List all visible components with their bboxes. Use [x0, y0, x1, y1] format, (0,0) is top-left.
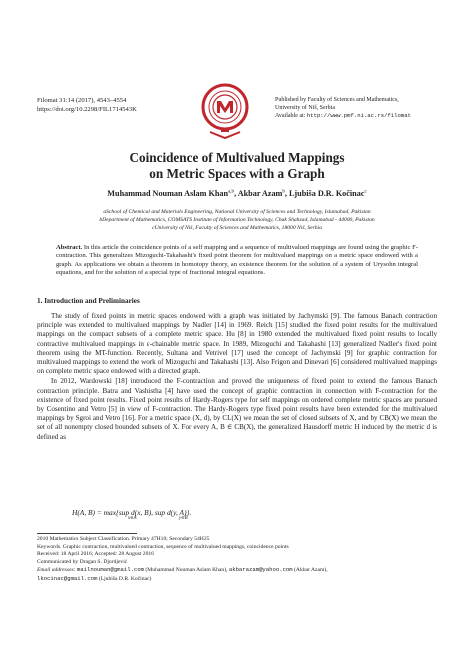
- doi-link[interactable]: https://doi.org/10.2298/FIL1714543K: [37, 106, 137, 113]
- received-dates: Received: 18 April 2016; Accepted: 28 August 2016: [37, 551, 154, 558]
- email-addresses: [37, 566, 437, 575]
- journal-url-link[interactable]: http://www.pmf.ni.ac.rs/filomat: [306, 112, 411, 119]
- publisher-info: [275, 96, 450, 120]
- affiliation-a: aSchool of Chemical and Materials Engineering, National University of Sciences and Technology, Islamabad, Pakistan: [103, 209, 371, 215]
- formula-sub-x: x∈A: [128, 516, 137, 521]
- abstract-label: Abstract.: [56, 244, 83, 251]
- footnotes: [37, 536, 437, 584]
- author-azam-affil: b: [282, 189, 285, 195]
- paper-title: [60, 150, 414, 182]
- section-heading: 1. Introduction and Preliminaries: [37, 297, 140, 305]
- email-kocinac-link[interactable]: lkocinac@gmail.com: [37, 574, 98, 582]
- communicated-by: Communicated by Dragan S. Djordjević: [37, 558, 128, 565]
- journal-citation: Filomat 31:14 (2017), 4543–4554: [37, 97, 127, 104]
- publisher-line: Published by Faculty of Sciences and Mathematics,: [275, 97, 399, 103]
- email-addresses-cont: [37, 575, 437, 584]
- email-label: Email addresses:: [37, 567, 76, 574]
- email-kocinac-owner: (Ljubiša D.R. Kočinac): [97, 575, 152, 582]
- formula-sub-y: y∈B: [179, 516, 188, 521]
- hausdorff-formula: [72, 508, 191, 523]
- title-line-1: Coincidence of Multivalued Mappings: [129, 150, 345, 165]
- journal-info: [37, 96, 187, 114]
- author-list: [40, 189, 434, 198]
- email-khan-owner: (Muhammad Nouman Aslam Khan),: [144, 567, 229, 574]
- title-line-2: on Metric Spaces with a Graph: [149, 166, 325, 181]
- abstract: [56, 244, 418, 278]
- author-khan-affil: a,b: [228, 189, 235, 195]
- formula-text: H(A, B) = max{sup d(x, B), sup d(y, A)}.: [72, 508, 192, 517]
- email-azam-owner: (Akbar Azam),: [292, 567, 328, 574]
- email-azam-link[interactable]: akbarazam@yahoo.com: [228, 566, 293, 574]
- university-seal-logo: [200, 82, 250, 140]
- paragraph-2: In 2012, Wardowski [18] introduced the F-contraction and proved the uniqueness of fixed point to extend the famous Banach contraction principle. Batra and Vashistha [4] have used the concept of graphic contraction in connection with F-contraction for the existence of fixed point results. Fixed point results of Hardy-Rogers type for self mappings on ordered complete metric spaces are pursued by Cosentino and Vetro [5] in view of F-contraction. The Hardy-Rogers type fixed point results have been extended for the multivalued mappings by Sgroi and Vetro [16]. For a metric space (X, d), by CL(X) we mean the set of closed subsets of X, and by CB(X) we mean the set of all nonempty closed bounded subsets of X. For every A, B ∈ CB(X), the generalized Hausdorff metric H induced by the metric d is defined as: [37, 377, 437, 441]
- affiliation-c: cUniversity of Niš, Faculty of Sciences and Mathematics, 18000 Niš, Serbia: [152, 225, 322, 231]
- affiliations: [50, 208, 424, 232]
- email-khan-link[interactable]: mailnouman@gmail.com: [76, 566, 145, 574]
- keywords: Keywords. Graphic contraction, multivalued contraction, sequence of multivalued mappings, coincidence points: [37, 543, 289, 550]
- university-line: University of Niš, Serbia: [275, 105, 335, 111]
- body-text: [37, 312, 437, 442]
- author-khan: Muhammad Nouman Aslam Khan: [107, 189, 229, 198]
- available-label: Available at:: [275, 113, 306, 119]
- msc-classification: 2010 Mathematics Subject Classification. Primary 47H10; Secondary 54H25: [37, 536, 210, 542]
- affiliation-b: bDepartment of Mathematics, COMSATS Institute of Information Technology, Chak Shahzad, Islamabad - 44000, Pakistan: [99, 217, 375, 223]
- author-kocinac-affil: c: [364, 189, 367, 195]
- author-azam: , Akbar Azam: [234, 189, 283, 198]
- author-kocinac: , Ljubiša D.R. Kočinac: [284, 189, 365, 198]
- abstract-text: In this article the coincidence points of a self mapping and a sequence of multivalued mappings are found using the graphic F-contraction. This generalizes Mizoguchi-Takahashi's fixed point theorem for multivalued mappings on a metric space endowed with a graph. As applications we obtain a theorem in homotopy theory, an existence theorem for the solution of a system of Urysohn integral equations, and for the solution of a special type of fractional integral equations.: [56, 244, 418, 277]
- availability-line: [275, 112, 450, 120]
- paragraph-1: The study of fixed points in metric spaces endowed with a graph was initiated by Jachymski [9]. The famous Banach contraction principle was extended to multivalued mappings by Nadler [14] in 1969. Reich [15] studied the fixed point results for the multivalued mappings on the compact subsets of a complete metric space. Hu [8] in 1980 extended the multivalued fixed point results to locally contractive multivalued mappings in ε-chainable metric space. In 1989, Mizoguchi and Takahashi [13] generalized Nadler's fixed point theorem using the MT-function. Recently, Sultana and Vetrivel [17] used the concept of Jachymski [9] for graphic contraction for multivalued mappings to extend the work of Mizoguchi and Takahashi [13]. Also Frigon and Dinevari [6] considered multivalued mappings on complete metric space endowed with a directed graph.: [37, 312, 437, 376]
- footnote-rule: [37, 533, 137, 534]
